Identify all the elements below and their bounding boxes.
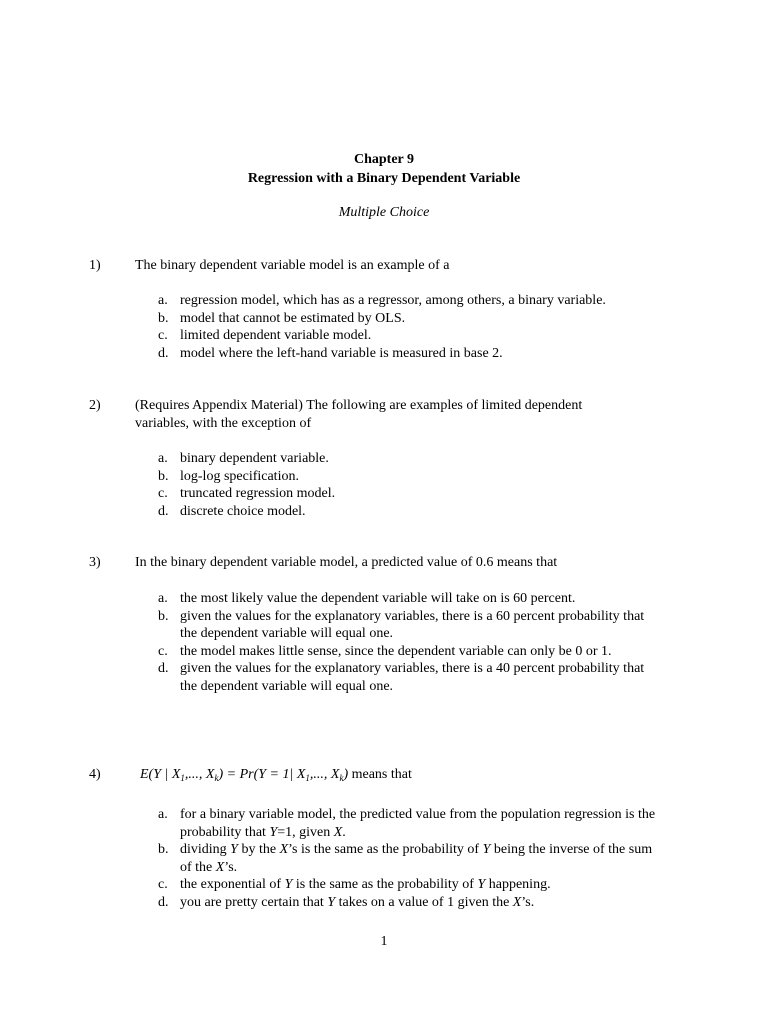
option-text: discrete choice model. (180, 503, 306, 519)
answer-options (158, 590, 658, 695)
conditional-expectation-formula: E(Y | $X_1$,..., $X_k) = Pr(Y = 1|$ $X_1$,..., $X_k$) (140, 767, 349, 783)
option-letter: b. (158, 842, 169, 857)
question-stem: (Requires Appendix Material) The following are examples of limited dependent variables, with the exception of (135, 398, 583, 431)
answer-option (158, 806, 663, 841)
question-stem: The binary dependent variable model is an example of a (135, 258, 450, 273)
answer-option (158, 894, 663, 912)
option-text: dividing Y by the X’s is the same as the probability of Y being the inverse of the sum of the X’s. (180, 842, 653, 875)
answer-option (158, 590, 658, 608)
answer-option (158, 503, 688, 521)
question-number: 3) (89, 555, 101, 570)
option-text: model that cannot be estimated by OLS. (180, 310, 406, 326)
option-letter: c. (158, 877, 168, 892)
option-text: the exponential of Y is the same as the probability of Y happening. (180, 877, 551, 892)
answer-options (158, 450, 688, 520)
option-letter: c. (158, 486, 168, 501)
option-letter: d. (158, 661, 169, 676)
option-letter: b. (158, 468, 169, 484)
answer-option (158, 345, 688, 363)
option-text: for a binary variable model, the predicted value from the population regression is the probability that Y=1, given X. (180, 807, 656, 840)
option-letter: b. (158, 310, 169, 326)
answer-option (158, 660, 658, 695)
chapter-title: Regression with a Binary Dependent Variable (247, 171, 521, 186)
answer-options (158, 806, 663, 911)
option-text: binary dependent variable. (180, 451, 329, 466)
page-number: 1 (380, 934, 388, 949)
option-letter: a. (158, 451, 168, 466)
option-letter: a. (158, 591, 168, 606)
answer-option (158, 841, 663, 876)
answer-option (158, 468, 688, 486)
answer-option (158, 327, 688, 345)
option-letter: c. (158, 643, 168, 659)
option-letter: a. (158, 293, 168, 308)
question-stem: In the binary dependent variable model, a predicted value of 0.6 means that (135, 555, 558, 570)
answer-option (158, 450, 688, 468)
option-letter: c. (158, 328, 168, 343)
answer-option (158, 643, 658, 661)
question-number: 1) (89, 258, 101, 273)
option-text: truncated regression model. (180, 486, 336, 501)
option-text: you are pretty certain that Y takes on a value of 1 given the X’s. (180, 894, 535, 910)
option-text: given the values for the explanatory variables, there is a 60 percent probability that the dependent variable will equal one. (180, 608, 645, 641)
question-stem: E(Y | $X_1$,..., $X_k) = Pr(Y = 1|$ $X_1$,..., $X_k$) means that (140, 767, 412, 783)
option-text: model where the left-hand variable is measured in base 2. (180, 345, 503, 361)
option-text: regression model, which has as a regressor, among others, a binary variable. (180, 293, 606, 308)
answer-options (158, 292, 688, 362)
option-letter: d. (158, 894, 169, 910)
section-heading: Multiple Choice (338, 205, 430, 220)
answer-option (158, 310, 688, 328)
question-number: 2) (89, 398, 101, 413)
option-letter: b. (158, 608, 169, 624)
option-text: given the values for the explanatory variables, there is a 40 percent probability that the dependent variable will equal one. (180, 661, 645, 694)
chapter-number: Chapter 9 (353, 152, 415, 167)
option-letter: d. (158, 503, 169, 519)
option-text: the model makes little sense, since the dependent variable can only be 0 or 1. (180, 643, 612, 659)
answer-option (158, 876, 663, 894)
option-letter: d. (158, 345, 169, 361)
answer-option (158, 485, 688, 503)
option-letter: a. (158, 807, 168, 822)
answer-option (158, 608, 658, 643)
answer-option (158, 292, 688, 310)
option-text: log-log specification. (180, 468, 299, 484)
option-text: the most likely value the dependent variable will take on is 60 percent. (180, 591, 576, 606)
option-text: limited dependent variable model. (180, 328, 372, 343)
question-number: 4) (89, 767, 101, 782)
